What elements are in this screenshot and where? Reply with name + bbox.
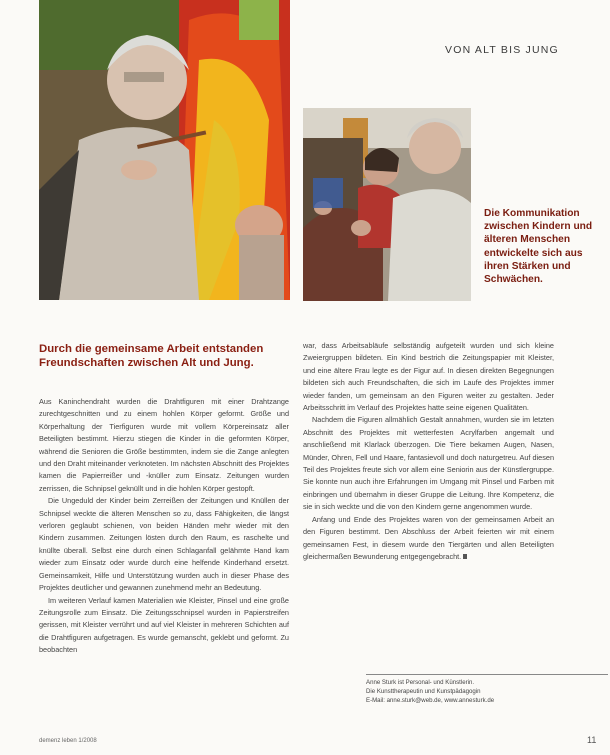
photo-senior-painting <box>39 0 290 300</box>
paragraph: Im weiteren Verlauf kamen Materialien wie Kleister, Pinsel und eine große Zeitungsrolle zum Einsatz. Die Zeitungsschnipsel wurden in Papierstreifen gerissen, mit Kleister verrührt und auf viel Kleister in mehreren Schichten auf die Drahtfiguren aufgetragen. Es wurde gemanscht, geklebt und geformt. Zu beobachten <box>39 595 289 655</box>
author-divider <box>366 674 608 675</box>
page-number: 11 <box>587 735 597 745</box>
paragraph-text: Anfang und Ende des Projektes waren von der gemeinsamen Arbeit an den Figuren bestimmt. Den Abschluss der Arbeit feierten wir mit einem gemeinsamen Fest, in diesem wurde den Tiergärten und allen Beteiligten gleichermaßen Bewunderung entgegengebracht. <box>303 514 554 561</box>
paragraph: Nachdem die Figuren allmählich Gestalt annahmen, wurden sie im letzten Abschnitt des Projektes mit wetterfesten Acrylfarben angemalt und anschließend mit Klarlack überzogen. Die Tiere bekamen Augen, Nasen, Münder, Ohren, Fell und Haare, fantasievoll und doch naturgetreu. Auf diesen Teil des Projektes freute sich vor allem eine Seniorin aus der Künstlergruppe. Sie konnte nun auch ihre Erfahrungen im Umgang mit Pinsel und Farben mit einbringen und übernahm in dieser Gruppe die Leitung. Ihre Kompetenz, die sie in sich weckte und die von den Kindern gerne angenommen wurde. <box>303 415 554 512</box>
paragraph: Aus Kaninchendraht wurden die Drahtfiguren mit einer Drahtzange zurechtgeschnitten und zu einem hohlen Körper geformt. Größe und Körperhaltung der Tierfiguren wurde mit vollem Körpereinsatz aller Beteiligten bestimmt. Hierzu stiegen die Kinder in die geformten Körper, während die Senioren die Größe bestimmten, indem sie die Zange anlegten und den Draht miteinander verknoteten. Im nächsten Abschnitt des Projektes kamen die Papierreißer und -knüller zum Einsatz. Zeitungen wurden zerrissen, die Schnipsel geknüllt und in die hohlen Körper gestopft. <box>39 397 289 493</box>
section-label: VON ALT BIS JUNG <box>445 44 559 56</box>
paragraph: Die Ungeduld der Kinder beim Zerreißen der Zeitungen und Knüllen der Schnipsel weckte die älteren Menschen so zu, dass Fähigkeiten, die längst verloren geglaubt schienen, von beiden Händen mehr wieder mit den Kindern zusammen. Zeitungen lösten durch den Raum, es raschelte und knüllte überall. Selbst eine durch einen Schlaganfall gelähmte Hand kam wieder zum Einsatz oder wurde durch eine helfende Kinderhand ersetzt. Gemeinsamkeit, Hilfe und Unterstützung wurden auch in dieser Phase des Projektes deutlicher und gewannen zunehmend mehr an Bedeutung. <box>39 496 289 593</box>
author-line: Die Kunsttherapeutin und Kunstpädagogin <box>366 688 481 695</box>
photo-child-and-senior <box>303 108 471 301</box>
author-line: Anne Sturk ist Personal- und Künstlerin. <box>366 679 475 686</box>
text-column-left <box>39 396 289 657</box>
paragraph: war, dass Arbeitsabläufe selbständig aufgeteilt wurden und sich kleine Zweiergruppen bildeten. Ein Kind bestrich die Zeitungspapier mit Kleister, und eine ältere Frau legte es der Figur auf. In diesen direkten Begegnungen bildeten sich auch Freundschaften, die sich im Laufe des Projektes immer wieder fanden, um gemeinsam an den Figuren weiter zu gestalten. Jeder Arbeitsschritt im Verlauf des Projektes hatte seine eigenen Qualitäten. <box>303 341 554 413</box>
end-mark-icon <box>463 554 467 559</box>
text-column-right <box>303 340 554 563</box>
article-headline: Durch die gemeinsame Arbeit entstanden Freundschaften zwischen Alt und Jung. <box>39 343 264 369</box>
author-email: E-Mail: anne.sturk@web.de, www.annesturk.de <box>366 697 495 704</box>
paragraph-final <box>303 514 554 564</box>
footer-publication: demenz leben 1/2008 <box>39 738 97 744</box>
author-info <box>366 678 608 705</box>
photo-caption: Die Kommunikation zwischen Kindern und älteren Menschen entwickelte sich aus ihren Stärken und Schwächen. <box>484 208 593 286</box>
